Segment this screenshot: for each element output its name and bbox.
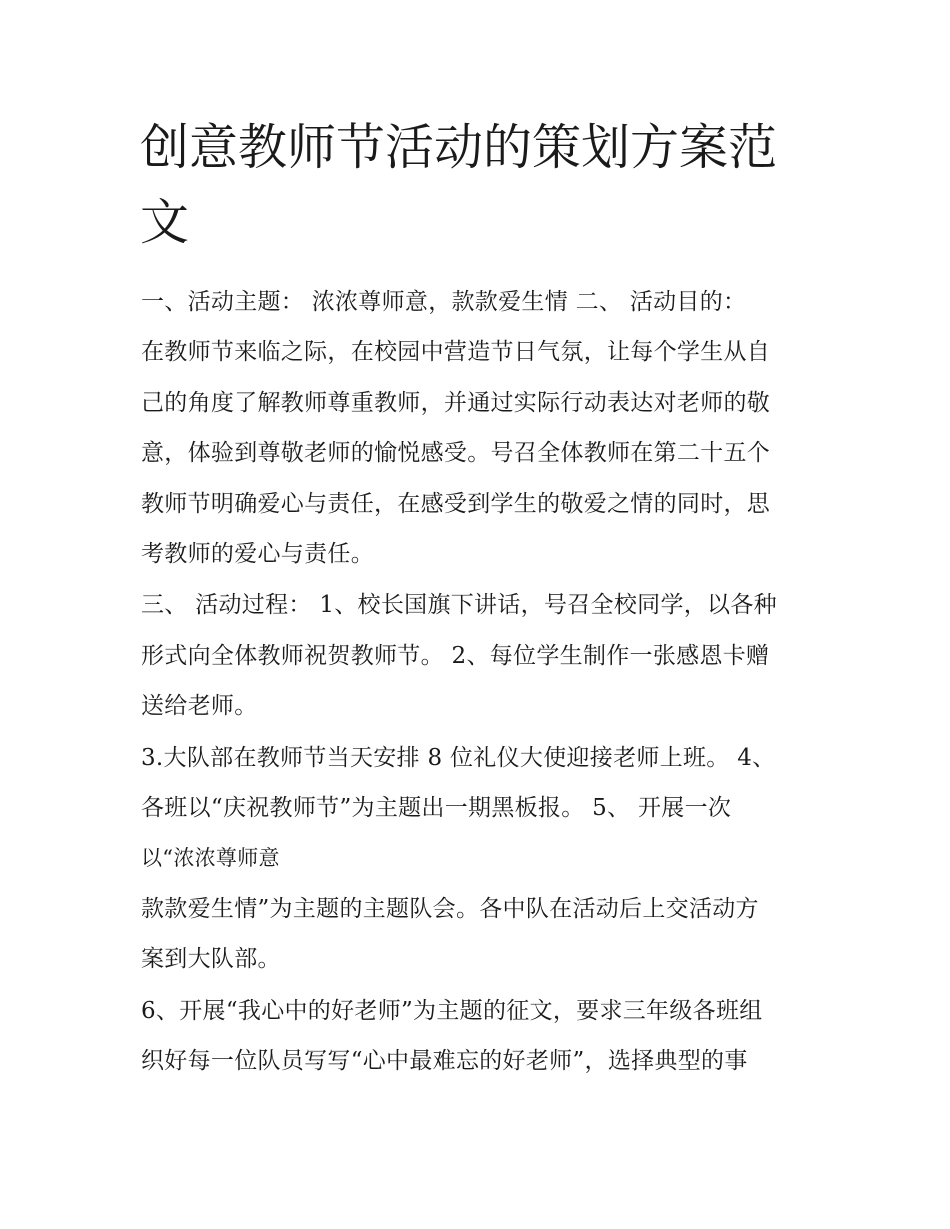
paragraph-line: 三、 活动过程： 1、校长国旗下讲话，号召全校同学，以各种	[141, 592, 777, 618]
paragraph-line: 各班以“庆祝教师节”为主题出一期黑板报。 5、 开展一次	[141, 795, 732, 821]
paragraph-line: 送给老师。	[141, 693, 258, 719]
document-title-line-2: 文	[140, 194, 190, 251]
paragraph-line: 考教师的爱心与责任。	[141, 541, 374, 567]
paragraph-line: 以“浓浓尊师意	[141, 846, 280, 870]
paragraph-line: 款款爱生情”为主题的主题队会。各中队在活动后上交活动方	[141, 896, 759, 922]
paragraph-line: 意，体验到尊敬老师的愉悦感受。号召全体教师在第二十五个	[141, 440, 771, 466]
paragraph-line: 6、开展“我心中的好老师”为主题的征文，要求三年级各班组	[141, 998, 763, 1024]
paragraph-line: 一、活动主题： 浓浓尊师意，款款爱生情 二、 活动目的：	[141, 289, 747, 315]
paragraph-line: 在教师节来临之际，在校园中营造节日气氛，让每个学生从自	[141, 339, 771, 365]
paragraph-line: 织好每一位队员写写“心中最难忘的好老师”，选择典型的事	[141, 1048, 748, 1074]
document-title-line-1: 创意教师节活动的策划方案范	[140, 119, 778, 176]
paragraph-line: 案到大队部。	[141, 946, 281, 972]
paragraph-line: 己的角度了解教师尊重教师，并通过实际行动表达对老师的敬	[141, 390, 771, 416]
paragraph-line: 教师节明确爱心与责任，在感受到学生的敬爱之情的同时，思	[141, 491, 771, 517]
paragraph-line: 形式向全体教师祝贺教师节。 2、每位学生制作一张感恩卡赠	[141, 643, 770, 669]
paragraph-line: 3.大队部在教师节当天安排 8 位礼仪大使迎接老师上班。 4、	[141, 745, 776, 771]
